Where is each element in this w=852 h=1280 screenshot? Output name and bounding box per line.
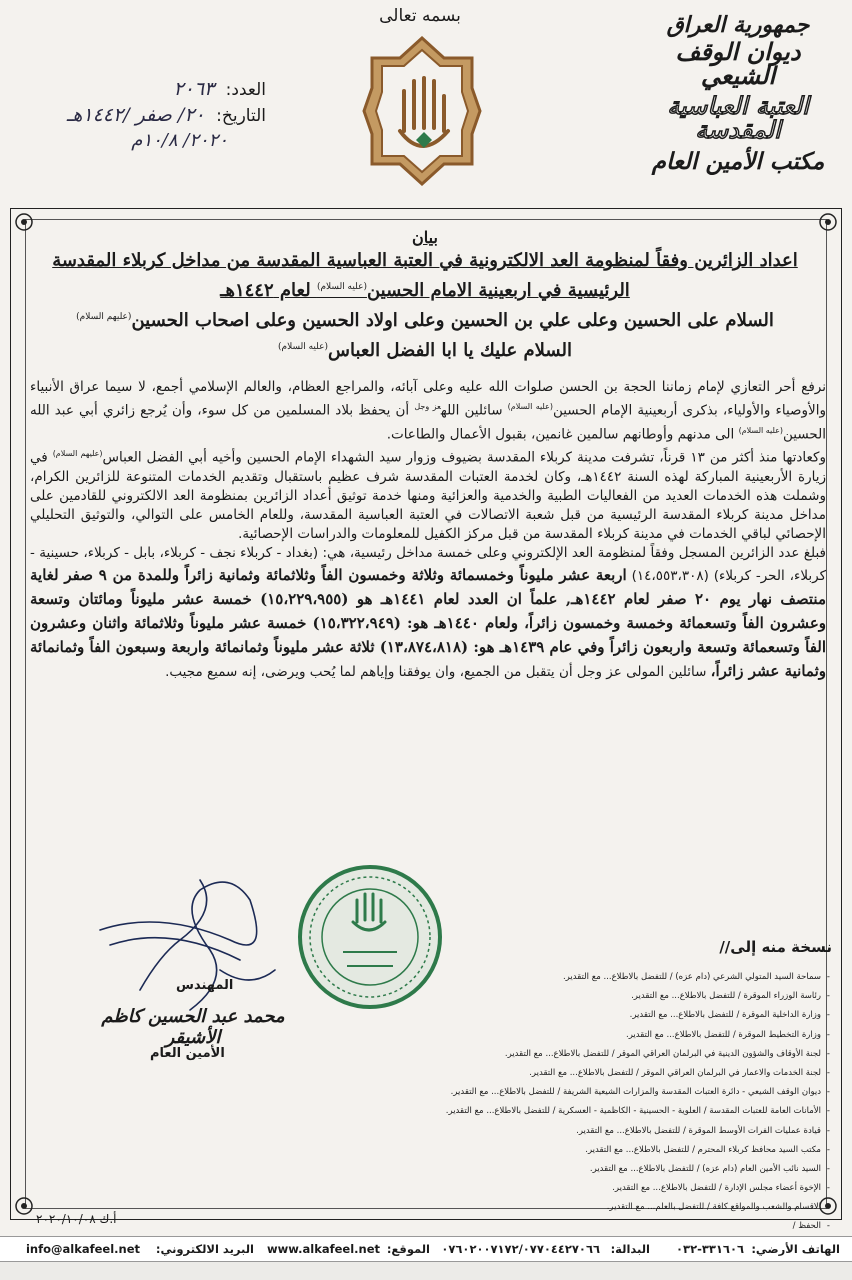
list-item: -الاقسام والشعب والمواقع كافة / للتفضل بالعلم... مع التقدير. [606,1202,830,1213]
paragraph [30,544,826,683]
exchange-label: البدالة: [610,1242,650,1256]
letterhead-line: العتبة العباسية المقدسة [667,91,809,144]
paragraph [30,444,826,544]
date-hijri: ٢٠/ صفر /١٤٤٢هـ [66,104,205,126]
distribution-title: نسخة منه إلى// [719,938,832,956]
paragraph-text: أن يحفظ بلاد المسلمين من كل سوء، وأن يُرجع زائري أبي عبد الله الحسين [30,402,826,443]
date-label: التاريخ: [216,106,266,126]
salam-text: السلام عليك يا ابا الفضل العباس [328,340,572,361]
frame-corner-ornament-icon [817,211,839,233]
list-item: -لجنة الخدمات والاعمار في البرلمان العراقي الموقر / للتفضل بالاطلاع... مع التقدير. [529,1067,830,1078]
letterhead-line: مكتب الأمين العام [651,148,825,175]
list-item: -قيادة عمليات الفرات الأوسط الموقرة / للتفضل بالاطلاع... مع التقدير. [576,1125,830,1136]
salam-honorific: (عليهم السلام) [76,312,132,322]
list-item: -وزارة الداخلية الموقرة / للتفضل بالاطلاع... مع التقدير. [629,1010,830,1021]
date-gregorian: ٢٠٢٠/ ١٠/٨م [131,130,228,151]
ref-number-label: العدد: [225,80,266,100]
paragraph-text: فبلغ عدد الزائرين المسجل وفقاً لمنظومة العد الإلكتروني وعلى خمسة مداخل رئيسية، هي: (بغداد - كربلاء نجف - كربلاء، بابل - كربلاء، حسينية - كربلاء، الحر- كربلاء) (١٤،٥٥٣،٣٠٨) [30,545,827,585]
paragraph-text: الى مدنهم وأوطانهم سالمين غانمين، بقبول الأعمال والطاعات. [386,426,739,443]
date-gregorian-row [36,130,266,156]
paragraph [30,378,826,444]
honorific: عز وجل [414,402,441,412]
signatory-title: المهندس [176,978,234,993]
list-item: -سماحة السيد المتولي الشرعي (دام عزه) / للتفضل بالاطلاع... مع التقدير. [562,972,830,982]
shrine-logo-icon [362,36,482,186]
honorific: (عليه السلام) [507,402,553,412]
list-item: -الأمانات العامة للعتبات المقدسة / العلوية - الحسينية - الكاظمية - العسكرية / للتفضل بالاطلاع... مع التقدير. [445,1106,830,1117]
statement-title [30,228,820,364]
letter-body [30,378,826,683]
title-honorific: (عليه السلام) [316,282,367,292]
title-line: اعداد الزائرين وفقاً لمنظومة العد الالكترونية في العتبة العباسية المقدسة من مداخل كربلاء المقدسة [52,250,798,271]
institution-letterhead [638,14,838,173]
letterhead-line: جمهورية العراق [666,12,810,38]
email-label: البريد الالكتروني: [155,1242,254,1256]
list-item: -لجنة الأوقاف والشؤون الدينية في البرلمان العراقي الموقر / للتفضل بالاطلاع... مع التقدير. [504,1048,830,1059]
list-item: -رئاسة الوزراء الموقرة / للتفضل بالاطلاع... مع التقدير. [631,991,830,1002]
paragraph-text: سائلين المولى عز وجل أن يتقبل من الجميع، وان يوفقنا وإياهم لما يُحب ويرضى، إنه سميع مجيب. [165,664,711,681]
list-item: -مكتب السيد محافظ كربلاء المحترم / للتفضل بالاطلاع... مع التقدير. [585,1144,830,1155]
phone-label: الهاتف الأرضي: [751,1242,840,1256]
title-line [30,274,820,304]
site-link[interactable]: www.alkafeel.net [266,1242,380,1256]
official-seal-icon [295,862,445,1012]
signatory-name: محمد عبد الحسين كاظم الأشيقر [101,1006,285,1048]
list-item: -ديوان الوقف الشيعي - دائرة العتبات المقدسة والمزارات الشيعية الشريفة / للتفضل بالاطلاع... مع التقدير. [450,1087,830,1098]
paragraph-text: سائلين الله [440,402,508,419]
list-item: -السيد نائب الأمين العام (دام عزه) / للتفضل بالاطلاع... مع التقدير. [589,1163,830,1174]
basmala: بسمه تعالى [379,6,461,26]
list-item: -وزارة التخطيط الموقرة / للتفضل بالاطلاع... مع التقدير. [626,1029,830,1040]
honorific: (عليه السلام) [738,425,784,435]
bottom-strip [0,1262,852,1280]
date-row [36,104,266,130]
visitor-count-text: اربعة عشر مليوناً وخمسمائة وثلاثة وخمسون الفاً وثلاثمائة وثمانية زائراً وللمدة من ٩ صفر لغاية منتصف نهار يوم ٢٠ صفر لعام ١٤٤٢هـ, علماً ان العدد لعام ١٤٤١هـ هو (١٥،٢٢٩،٩٥٥) خمسة عشر مليوناً ومائتان وتسعة وعشرون الفاً وتسعمائة وخمسة وخمسون زائراً، ولعام ١٤٤٠هـ هو: (١٥،٣٢٢،٩٤٩) خمسة عشر مليوناً وثلاثمائة واثنان وعشرون الفاً وتسعمائة وتسعة واربعون زائراً وفي عام ١٤٣٩هـ هو: (١٣،٨٧٤،٨١٨) ثلاثة عشر مليوناً وثمانمائة واربعة وسبعون الفاً وثمانمائة وثمانية عشر زائراً، [30,566,827,681]
ref-number-value: ٢٠٦٣ [173,78,215,100]
frame-corner-ornament-icon [13,1195,35,1217]
paragraph-text: وكعادتها منذ أكثر من ١٣ قرناً، تشرفت مدينة كربلاء المقدسة بضيوف وزوار سيد الشهداء الإمام الحسين وأخيه أبي الفضل العباس [102,449,826,466]
paragraph-text: نرفع أحر التعازي لإمام زماننا الحجة بن الحسن صلوات الله عليه وعلى آبائه، والمراجع العظام، والعالم الإسلامي أجمع، لا سيما عراق الأنبياء والأوصياء والأولياء، بذكرى أربعينية الإمام الحسين [30,379,827,419]
reference-block [36,78,266,156]
statement-heading: بيان [412,228,438,247]
list-item: -الحفظ / [792,1221,830,1232]
handwritten-signature-icon [80,870,280,1020]
salam-honorific: (عليه السلام) [278,342,329,352]
title-year: لعام ١٤٤٢هـ [220,280,317,301]
salam-line [30,304,820,334]
honorific: (عليهم السلام) [52,449,103,459]
signatory-position: الأمين العام [150,1046,225,1061]
email-link[interactable]: info@alkafeel.net [25,1242,140,1256]
phone-value: ٣٣١٦٠٦-٠٣٢ [676,1242,744,1256]
salam-line [30,334,820,364]
salam-text: السلام على الحسين وعلى علي بن الحسين وعلى اولاد الحسين وعلى اصحاب الحسين [131,310,774,331]
letter-footer [0,1236,852,1262]
letterhead-line: ديوان الوقف الشيعي [675,37,801,90]
ref-number-row [36,78,266,104]
site-label: الموقع: [386,1242,430,1256]
title-text: الرئيسية في اربعينية الامام الحسين [366,280,630,301]
archive-note: أ.ك ٢٠٢٠/١٠/٠٨ [36,1212,117,1226]
paragraph-text: في زيارة الأربعينية المباركة لهذه السنة ١٤٤٢هـ، وكان لخدمة العتبات المقدسة شرف عظيم باستقبال وتقديم الخدمات المتنوعة للزائرين الكرام، وشملت هذه الخدمات العديد من الفعاليات الطبية والخدمية والعزائية ومنها خدمة توثيق أعداد الزائرين بمنظومة العد الالكتروني للقادمين على مداخل مدينة كربلاء المقدسة الرئيسية من قبل شعبة الاتصالات في العتبة العباسية المقدسة، وللعام الخامس على التوالي، والتوثيق التحليلي الإحصائي لباقي الخدمات في مدينة كربلاء المقدسة من قبل مركز الكفيل للمعلومات والدراسات الإحصائية. [30,449,827,543]
list-item: -الإخوة أعضاء مجلس الإدارة / للتفضل بالاطلاع... مع التقدير. [612,1183,830,1194]
exchange-value: ٠٧٦٠٢٠٠٧١٧٢/٠٧٧٠٤٤٢٧٠٦٦ [441,1242,600,1256]
